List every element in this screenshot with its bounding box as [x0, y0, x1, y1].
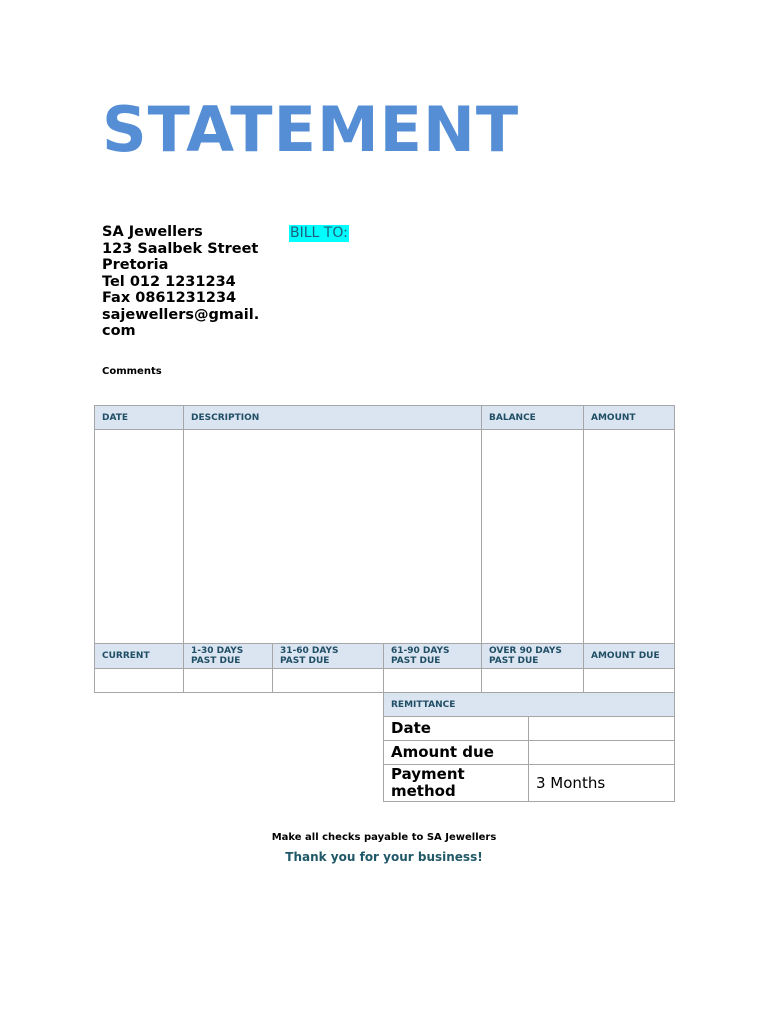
header-61-90-days	[384, 644, 482, 669]
days-31-60-cell[interactable]	[273, 669, 384, 693]
header-31-60-line1: 31-60 DAYS	[280, 646, 339, 656]
days-1-30-cell[interactable]	[184, 669, 273, 693]
remit-amount-due-label: Amount due	[384, 741, 529, 765]
header-1-30-line1: 1-30 DAYS	[191, 646, 244, 656]
remit-amount-due-value[interactable]	[529, 741, 675, 765]
days-61-90-cell[interactable]	[384, 669, 482, 693]
amount-due-cell[interactable]	[584, 669, 675, 693]
header-31-60-line2: PAST DUE	[280, 656, 330, 666]
company-street: 123 Saalbek Street	[102, 240, 259, 257]
header-amount-due-label: AMOUNT DUE	[591, 651, 660, 661]
header-amount-due	[584, 644, 675, 669]
company-email-line2: com	[102, 323, 136, 339]
header-date: DATE	[95, 406, 184, 430]
header-amount: AMOUNT	[584, 406, 675, 430]
header-31-60-days	[273, 644, 384, 669]
header-over-90-days	[482, 644, 584, 669]
remit-payment-method-label	[384, 765, 529, 802]
remit-date-label: Date	[384, 717, 529, 741]
header-1-30-line2: PAST DUE	[191, 656, 241, 666]
days-over-90-cell[interactable]	[482, 669, 584, 693]
header-current	[95, 644, 184, 669]
header-61-90-line2: PAST DUE	[391, 656, 441, 666]
company-name: SA Jewellers	[102, 224, 203, 240]
amount-cell[interactable]	[584, 430, 675, 644]
description-cell[interactable]	[184, 430, 482, 644]
header-over-90-line2: PAST DUE	[489, 656, 539, 666]
header-description: DESCRIPTION	[184, 406, 482, 430]
header-balance: BALANCE	[482, 406, 584, 430]
statement-title: STATEMENT	[102, 93, 520, 166]
company-fax: Fax 0861231234	[102, 290, 237, 306]
thank-you-note: Thank you for your business!	[285, 850, 483, 864]
bill-to-label: BILL TO:	[290, 225, 348, 241]
current-cell[interactable]	[95, 669, 184, 693]
balance-cell[interactable]	[482, 430, 584, 644]
company-city: Pretoria	[102, 257, 169, 273]
remittance-table	[383, 692, 675, 802]
payment-method-line1: Payment	[391, 765, 465, 783]
company-tel: Tel 012 1231234	[102, 273, 236, 290]
checks-payable-note: Make all checks payable to SA Jewellers	[271, 832, 497, 843]
date-cell[interactable]	[95, 430, 184, 644]
remit-date-value[interactable]	[529, 717, 675, 741]
remittance-header: REMITTANCE	[384, 693, 675, 717]
payment-method-line2: method	[391, 782, 456, 800]
remit-payment-method-value[interactable]: 3 Months	[529, 765, 675, 802]
header-over-90-line1: OVER 90 DAYS	[489, 646, 562, 656]
header-61-90-line1: 61-90 DAYS	[391, 646, 450, 656]
statement-table	[94, 405, 675, 693]
header-1-30-days	[184, 644, 273, 669]
company-info	[102, 224, 272, 340]
company-email-line1: sajewellers@gmail.	[102, 306, 260, 323]
comments-label: Comments	[102, 366, 162, 377]
header-current-label: CURRENT	[102, 651, 150, 661]
